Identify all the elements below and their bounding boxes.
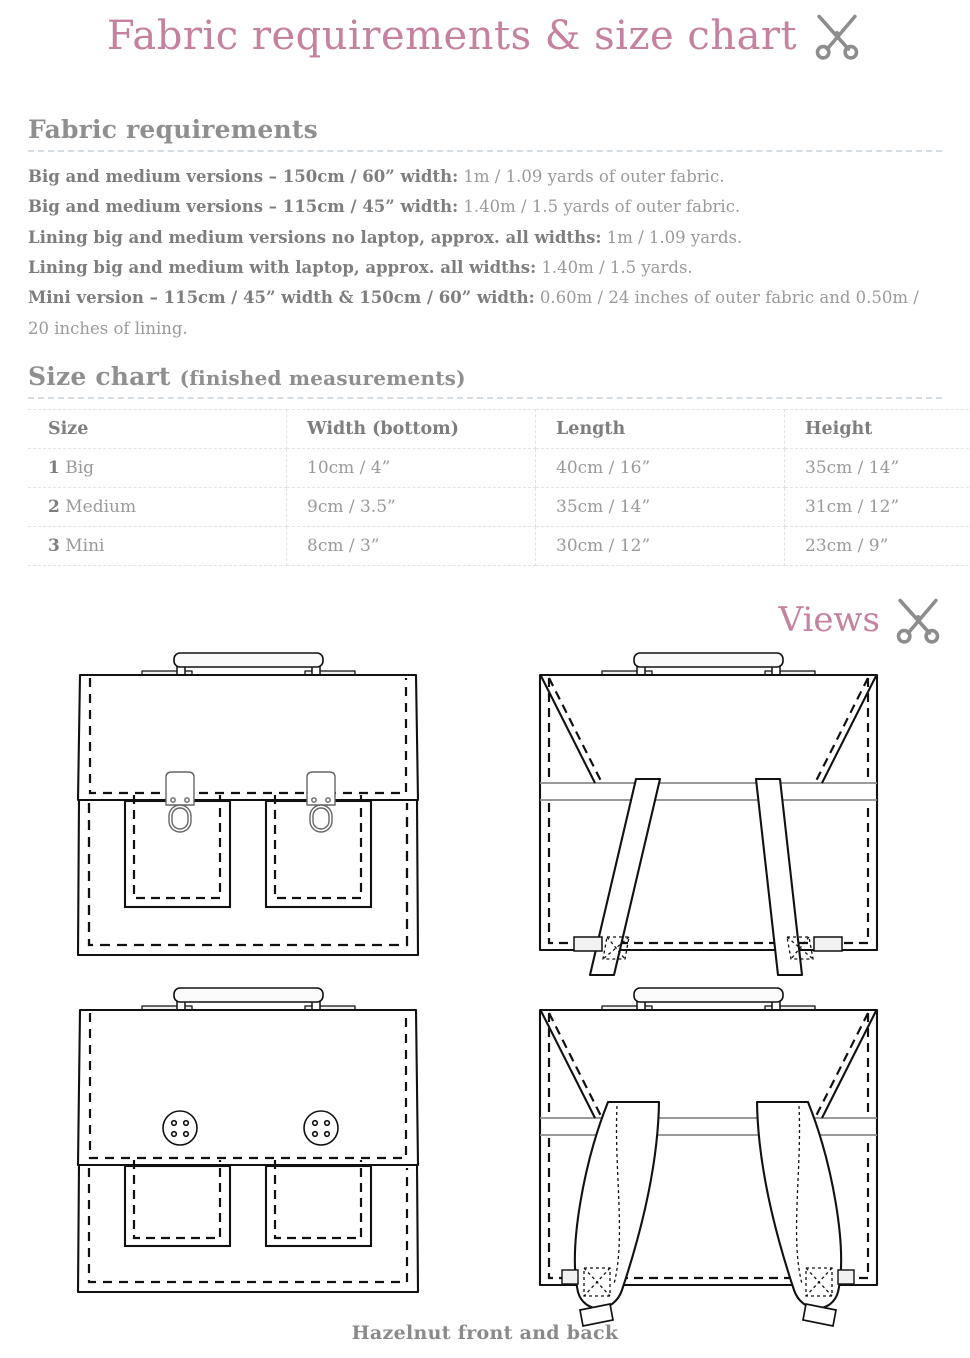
figure-caption: Hazelnut front and back (351, 1322, 619, 1344)
size-chart-heading-main: Size chart (28, 362, 171, 391)
page-title-row (0, 10, 970, 62)
cell-size (28, 449, 287, 488)
scissors-icon (892, 594, 944, 646)
table-header-row (28, 410, 970, 449)
button (304, 1111, 338, 1145)
cell-length: 40cm / 16” (536, 449, 785, 488)
size-name: Mini (65, 536, 105, 556)
cell-size (28, 527, 287, 566)
fabric-line-value: 1.40m / 1.5 yards. (541, 258, 693, 278)
button (163, 1111, 197, 1145)
fabric-line-value: 1m / 1.09 yards of outer fabric. (463, 167, 725, 186)
fabric-line-label: Big and medium versions – 150cm / 60” width: (28, 167, 459, 186)
views-heading: Views (778, 600, 880, 640)
front-view-buttons (62, 980, 434, 1310)
column-header-size: Size (28, 410, 287, 449)
fabric-requirements-section (28, 115, 942, 344)
views-heading-row (778, 594, 944, 646)
buckle-clasp (307, 772, 335, 832)
fabric-line (28, 253, 942, 283)
fabric-line (28, 283, 942, 344)
page-title: Fabric requirements & size chart (106, 13, 798, 59)
fabric-line-label: Lining big and medium versions no laptop, approx. all widths: (28, 227, 602, 247)
fabric-line (28, 162, 942, 192)
size-name: Big (65, 458, 95, 478)
divider (28, 397, 942, 399)
fabric-line (28, 192, 942, 222)
size-chart-section (28, 362, 942, 566)
fabric-line-value: 0.60m / 24 inches of outer fabric and 0.50m / 20 inches of lining. (28, 288, 919, 338)
cell-height: 35cm / 14” (785, 449, 970, 488)
fabric-requirements-heading: Fabric requirements (28, 115, 318, 144)
fabric-line (28, 223, 942, 253)
size-number: 1 (48, 458, 60, 478)
fabric-line-label: Lining big and medium with laptop, approx. all widths: (28, 258, 537, 278)
column-header-height: Height (785, 410, 970, 449)
column-header-width: Width (bottom) (287, 410, 536, 449)
scissors-icon (811, 10, 863, 62)
size-chart-table (28, 409, 970, 566)
back-view-straps-wide (522, 980, 894, 1340)
table-row (28, 527, 970, 566)
cell-length: 30cm / 12” (536, 527, 785, 566)
size-name: Medium (65, 497, 137, 517)
size-chart-heading (28, 362, 942, 391)
fabric-line-value: 1m / 1.09 yards. (606, 227, 743, 247)
column-header-length: Length (536, 410, 785, 449)
table-row (28, 488, 970, 527)
size-number: 3 (48, 536, 60, 556)
cell-width: 8cm / 3” (287, 527, 536, 566)
size-chart-heading-sub: (finished measurements) (179, 366, 466, 390)
fabric-line-label: Mini version – 115cm / 45” width & 150cm / 60” width: (28, 288, 535, 308)
views-illustrations (0, 640, 970, 1320)
fabric-line-label: Big and medium versions – 115cm / 45” width: (28, 197, 459, 217)
back-view-straps-crossed (522, 645, 894, 995)
cell-width: 10cm / 4” (287, 449, 536, 488)
table-row (28, 449, 970, 488)
cell-length: 35cm / 14” (536, 488, 785, 527)
buckle-clasp (166, 772, 194, 832)
cell-height: 31cm / 12” (785, 488, 970, 527)
size-number: 2 (48, 497, 60, 517)
fabric-line-value: 1.40m / 1.5 yards of outer fabric. (463, 197, 741, 217)
cell-width: 9cm / 3.5” (287, 488, 536, 527)
front-view-buckles (62, 645, 434, 975)
divider (28, 150, 942, 152)
cell-height: 23cm / 9” (785, 527, 970, 566)
cell-size (28, 488, 287, 527)
